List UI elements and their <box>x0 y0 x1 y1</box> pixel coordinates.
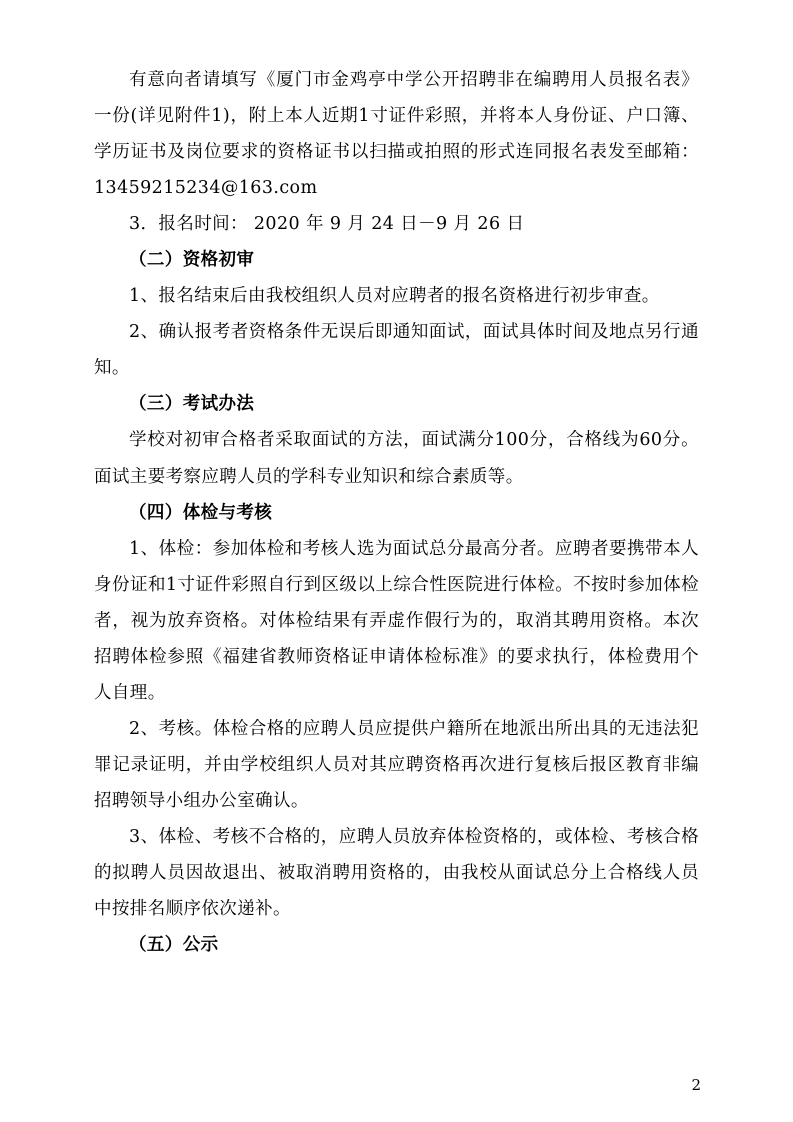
paragraph-physical-3: 3、体检、考核不合格的，应聘人员放弃体检资格的，或体检、考核合格的拟聘人员因故退出、被取消聘用资格的，由我校从面试总分上合格线人员中按排名顺序依次递补。 <box>94 826 699 920</box>
page-number: 2 <box>691 1076 701 1094</box>
paragraph-physical-2: 2、考核。体检合格的应聘人员应提供户籍所在地派出所出具的无违法犯罪记录证明，并由学校组织人员对其应聘资格再次进行复核后报区教育非编招聘领导小组办公室确认。 <box>94 718 699 811</box>
paragraph-registration-form: 有意向者请填写《厦门市金鸡亭中学公开招聘非在编聘用人员报名表》一份(详见附件1)，附上本人近期1寸证件彩照，并将本人身份证、户口簿、学历证书及岗位要求的资格证书以扫描或拍照的形式连同报名表发至邮箱：13459215234@163.com <box>94 70 699 199</box>
paragraph-registration-time: 3．报名时间： 2020 年 9 月 24 日－9 月 26 日 <box>129 214 525 235</box>
heading-physical-assessment: （四）体检与考核 <box>129 502 273 523</box>
heading-exam-method: （三）考试办法 <box>129 394 255 415</box>
heading-qualification-review: （二）资格初审 <box>129 250 255 271</box>
paragraph-review-2: 2、确认报考者资格条件无误后即通知面试，面试具体时间及地点另行通知。 <box>94 322 699 379</box>
paragraph-review-1: 1、报名结束后由我校组织人员对应聘者的报名资格进行初步审查。 <box>129 286 660 307</box>
document-body <box>94 62 699 963</box>
heading-publicity: （五）公示 <box>129 935 219 956</box>
paragraph-exam-detail: 学校对初审合格者采取面试的方法，面试满分100分，合格线为60分。面试主要考察应聘人员的学科专业知识和综合素质等。 <box>94 430 699 487</box>
paragraph-physical-1: 1、体检：参加体检和考核人选为面试总分最高分者。应聘者要携带本人身份证和1寸证件彩照自行到区级以上综合性医院进行体检。不按时参加体检者，视为放弃资格。对体检结果有弄虚作假行为的，取消其聘用资格。本次招聘体检参照《福建省教师资格证申请体检标准》的要求执行，体检费用个人自理。 <box>94 538 699 703</box>
